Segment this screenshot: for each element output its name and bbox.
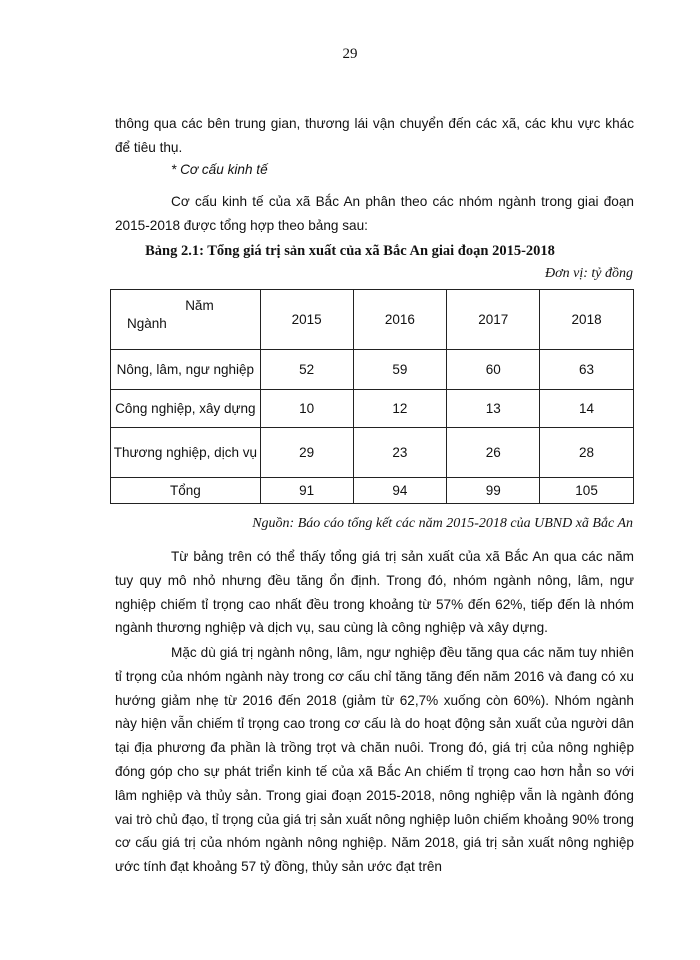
table-cell: 23 [353, 428, 447, 478]
table-cell: 94 [353, 478, 447, 504]
table-row [111, 428, 634, 478]
corner-sector-label: Ngành [127, 316, 167, 331]
table-cell: 63 [540, 350, 634, 390]
corner-year-label: Năm [185, 298, 214, 313]
page-number: 29 [342, 46, 358, 62]
table-cell: 52 [260, 350, 353, 390]
unit-note: Đơn vị: tỷ đồng [545, 266, 633, 281]
table-cell: 99 [447, 478, 540, 504]
sector-label: Công nghiệp, xây dựng [111, 390, 261, 428]
year-header: 2017 [447, 290, 540, 350]
structure-paragraph: Cơ cấu kinh tế của xã Bắc An phân theo các nhóm ngành trong giai đoạn 2015-2018 được tổng hợp theo bảng sau: [115, 194, 634, 233]
table-row [111, 350, 634, 390]
source-note: Nguồn: Báo cáo tổng kết các năm 2015-2018 của UBND xã Bắc An [252, 516, 633, 531]
analysis-paragraph-1: Từ bảng trên có thể thấy tổng giá trị sản xuất của xã Bắc An qua các năm tuy quy mô nhỏ nhưng đều tăng ổn định. Trong đó, nhóm ngành nông, lâm, ngư nghiệp chiếm tỉ trọng cao nhất đều trong khoảng từ 57% đến 62%, tiếp đến là nhóm ngành thương nghiệp và dịch vụ, sau cùng là công nghiệp và xây dựng. [115, 549, 634, 636]
table-total-row [111, 478, 634, 504]
table-cell: 91 [260, 478, 353, 504]
table-cell: 29 [260, 428, 353, 478]
sector-label: Tổng [111, 478, 261, 504]
table-cell: 10 [260, 390, 353, 428]
table-header-row [111, 290, 634, 350]
year-header: 2018 [540, 290, 634, 350]
sector-label: Thương nghiệp, dịch vụ [111, 428, 261, 478]
year-header: 2015 [260, 290, 353, 350]
table-cell: 14 [540, 390, 634, 428]
table-cell: 59 [353, 350, 447, 390]
table-cell: 60 [447, 350, 540, 390]
table-row [111, 390, 634, 428]
year-header: 2016 [353, 290, 447, 350]
analysis-paragraph-2: Mặc dù giá trị ngành nông, lâm, ngư nghiệp đều tăng qua các năm tuy nhiên tỉ trọng của nhóm ngành này trong cơ cấu chỉ tăng tăng đến năm 2016 và đang có xu hướng giảm nhẹ từ 2016 đến 2018 (giảm từ 62,7% xuống còn 60%). Nhóm ngành này hiện vẫn chiếm tỉ trọng cao trong cơ cấu là do hoạt động sản xuất của người dân tại địa phương đa phần là trồng trọt và chăn nuôi. Trong đó, giá trị của nông nghiệp đóng góp cho sự phát triển kinh tế của xã Bắc An chiếm tỉ trọng cao hơn hẳn so với lâm nghiệp và thủy sản. Trong giai đoạn 2015-2018, nông nghiệp vẫn là ngành đóng vai trò chủ đạo, tỉ trọng của giá trị sản xuất nông nghiệp luôn chiếm khoảng 90% trong cơ cấu giá trị của nhóm ngành nông nghiệp. Năm 2018, giá trị sản xuất nông nghiệp ước tính đạt khoảng 57 tỷ đồng, thủy sản ước đạt trên [115, 645, 634, 875]
table-cell: 26 [447, 428, 540, 478]
table-cell: 28 [540, 428, 634, 478]
table-cell: 105 [540, 478, 634, 504]
section-subheading: * Cơ cấu kinh tế [171, 162, 268, 177]
table-title: Bảng 2.1: Tổng giá trị sản xuất của xã Bắc An giai đoạn 2015-2018 [145, 243, 555, 259]
table-corner-cell [111, 290, 261, 350]
table-cell: 12 [353, 390, 447, 428]
production-value-table [110, 289, 634, 504]
table-cell: 13 [447, 390, 540, 428]
intro-paragraph: thông qua các bên trung gian, thương lái vận chuyển đến các xã, các khu vực khác để tiêu thụ. [115, 116, 634, 155]
sector-label: Nông, lâm, ngư nghiệp [111, 350, 261, 390]
